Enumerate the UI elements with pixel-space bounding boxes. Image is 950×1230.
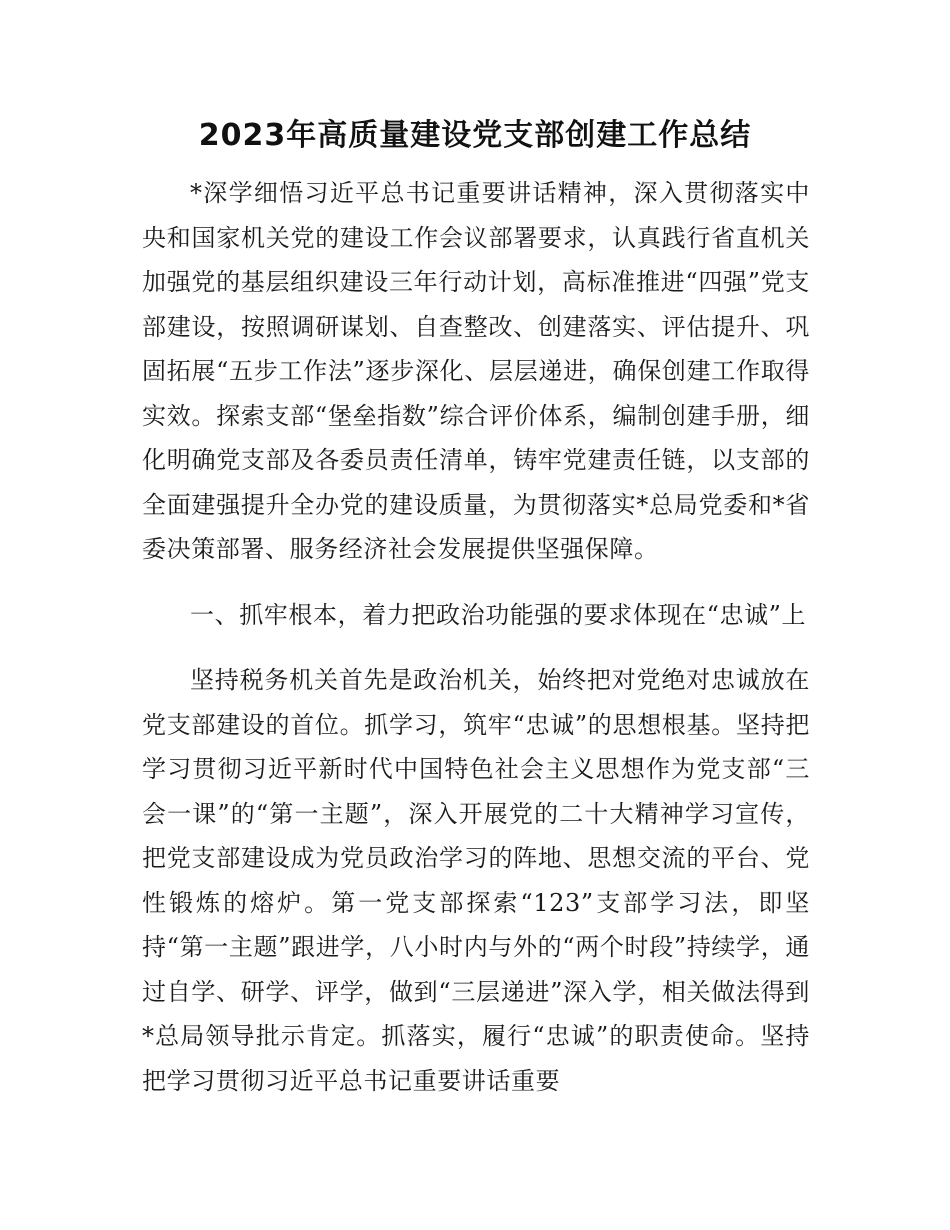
document-body	[142, 171, 810, 1103]
intro-paragraph: *深学细悟习近平总书记重要讲话精神，深入贯彻落实中央和国家机关党的建设工作会议部署要求，认真践行省直机关加强党的基层组织建设三年行动计划，高标准推进“四强”党支部建设，按照调研谋划、自查整改、创建落实、评估提升、巩固拓展“五步工作法”逐步深化、层层递进，确保创建工作取得实效。探索支部“堡垒指数”综合评价体系，编制创建手册，细化明确党支部及各委员责任清单，铸牢党建责任链，以支部的全面建强提升全办党的建设质量，为贯彻落实*总局党委和*省委决策部署、服务经济社会发展提供坚强保障。	[142, 179, 810, 563]
document-title: 2023年高质量建设党支部创建工作总结	[198, 118, 752, 153]
section-1-paragraph: 坚持税务机关首先是政治机关，始终把对党绝对忠诚放在党支部建设的首位。抓学习，筑牢“忠诚”的思想根基。坚持把学习贯彻习近平新时代中国特色社会主义思想作为党支部“三会一课”的“第一主题”，深入开展党的二十大精神学习宣传，把党支部建设成为党员政治学习的阵地、思想交流的平台、党性锻炼的熔炉。第一党支部探索“123”支部学习法，即坚持“第一主题”跟进学，八小时内与外的“两个时段”持续学，通过自学、研学、评学，做到“三层递进”深入学，相关做法得到*总局领导批示肯定。抓落实，履行“忠诚”的职责使命。坚持把学习贯彻习近平总书记重要讲话重要	[142, 666, 810, 1095]
section-heading-1: 一、抓牢根本，着力把政治功能强的要求体现在“忠诚”上	[190, 600, 807, 629]
